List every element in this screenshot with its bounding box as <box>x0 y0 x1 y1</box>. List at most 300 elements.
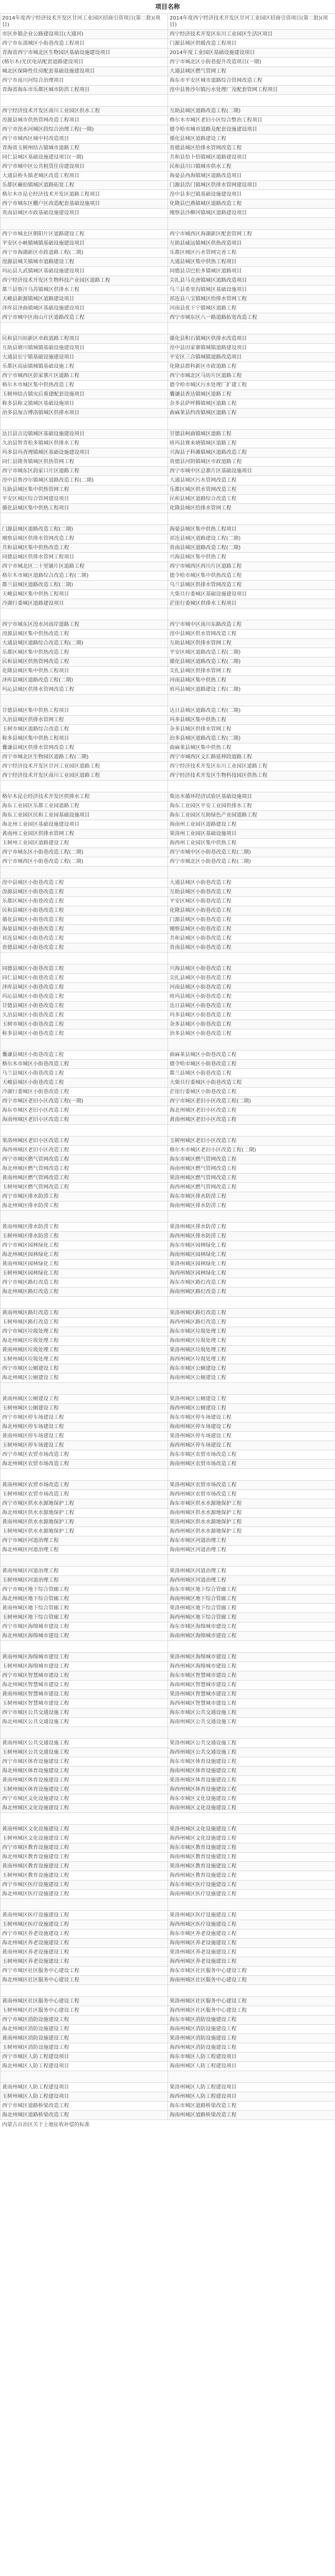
project-name-left: 玉树州城区智慧城市建设工程 <box>1 1699 168 1708</box>
project-name-right: 海南州城区体育设施建设工程 <box>168 1767 335 1776</box>
table-row <box>1 867 335 878</box>
table-row <box>1 2043 335 2053</box>
table-row <box>1 725 335 734</box>
project-name-right: 海西州城区医疗设施建设工程 <box>168 1920 335 1929</box>
project-name-left: 湟源县城区集中供热改造工程 <box>1 630 168 639</box>
project-name-left: 市区乡镇企业公路建设项目(大通河) <box>1 30 168 39</box>
project-name-left: 玉树州城区河道治理工程 <box>1 1576 168 1585</box>
table-row <box>1 983 335 992</box>
table-row <box>1 525 335 534</box>
project-name-left: 海北州城区垃圾处理工程 <box>1 1336 168 1346</box>
project-name-left: 黄南州城区人防工程建设项目 <box>1 2083 168 2092</box>
table-row <box>1 1767 335 1776</box>
table-row <box>1 1125 335 1137</box>
project-name-right <box>168 418 335 430</box>
table-row <box>1 1201 335 1211</box>
table-row <box>1 2025 335 2034</box>
table-row <box>1 878 335 888</box>
project-name-left: 西宁市城区地下综合管廊工程 <box>1 1585 168 1595</box>
project-name-left: 湟源县城关镇城市道路建设工程 <box>1 258 168 267</box>
project-name-left: 黄南州城区排水防涝工程 <box>1 1223 168 1232</box>
project-name-right: 果洛州城区路灯改造工程 <box>168 1309 335 1318</box>
table-row <box>1 2006 335 2015</box>
project-name-right: 海南州城区海绵城市建设工程 <box>168 1632 335 1641</box>
project-name-right: 果洛州城区人防工程建设项目 <box>168 2083 335 2092</box>
table-row <box>1 381 335 390</box>
project-name-left <box>1 1125 168 1137</box>
table-row <box>1 1997 335 2006</box>
table-row <box>1 1985 335 1997</box>
project-name-right: 黄南州城区老旧小区改造工程 <box>168 1115 335 1125</box>
project-name-right: 西宁市城北区小街巷改造工程(二期) <box>168 857 335 867</box>
table-row <box>1 1106 335 1115</box>
project-name-right: 贵德县河阴镇城区市政道路工程 <box>168 457 335 467</box>
project-name-right: 海东市城区路灯改造工程 <box>168 1278 335 1287</box>
project-name-right: 海西州城区公共交通设施工程 <box>168 1748 335 1757</box>
project-name-left: 黄南州城区路灯改造工程 <box>1 1309 168 1318</box>
project-name-right: 海东市城区海绵城市建设工程 <box>168 1622 335 1632</box>
project-name-left: 湟中县城区小街巷改造工程 <box>1 878 168 888</box>
project-name-left: 格尔木市城区道路综合改造工程(二期) <box>1 571 168 581</box>
project-name-left: 黄南州城区医疗设施建设工程 <box>1 1911 168 1920</box>
project-name-right: 海南州城区教育设施建设工程 <box>168 1853 335 1862</box>
project-name-left: 西宁市城区公厕建设工程 <box>1 1364 168 1374</box>
table-row <box>1 1957 335 1967</box>
table-row <box>1 1595 335 1604</box>
project-name-right: 乌兰县希里沟镇城区基础设施项目 <box>168 285 335 295</box>
project-name-left: 湟源县城市供热管网改造工程项目 <box>1 116 168 125</box>
table-row <box>1 30 335 39</box>
project-name-right: 2014年度工业园区基础设施建设项目 <box>168 48 335 58</box>
project-name-right: 西宁经济技术开发区生物科技园区供热工程 <box>168 771 335 781</box>
table-row <box>1 1146 335 1155</box>
table-row <box>1 608 335 620</box>
project-name-left: 西宁市城区海绵城市建设工程 <box>1 1622 168 1632</box>
table-row <box>1 58 335 67</box>
project-name-left: 西宁市城区停车场建设工程 <box>1 1413 168 1422</box>
project-name-left: 贵南县城区市政基础设施建设项目 <box>1 209 168 218</box>
table-row <box>1 267 335 276</box>
project-name-right: 杂多县萨呼腾镇城区道路工程 <box>168 399 335 409</box>
project-name-right: 西宁市城北区马坊片区道路工程 <box>168 371 335 381</box>
project-name-left: 西宁市城区道路桥梁改造工程 <box>1 2102 168 2111</box>
project-name-right: 互助县威远镇城区供热改造项目 <box>168 239 335 248</box>
table-row <box>1 116 335 125</box>
table-row <box>1 753 335 762</box>
project-name-right: 海南州工业园区道路建设工程 <box>168 820 335 829</box>
project-name-left: 西宁市城中区公共租赁住房建设项目 <box>1 162 168 172</box>
project-name-right: 海东市城区垃圾处理工程 <box>168 1327 335 1336</box>
project-name-left: 海北州城区地下综合管廊工程 <box>1 1595 168 1604</box>
project-name-right: 同德县尕巴松多镇城区道路项目 <box>168 267 335 276</box>
project-name-right: 海东市平安区城市道路综合管网改造工程 <box>168 76 335 86</box>
project-name-left: 治多县加吉博洛镇城区供排水项目 <box>1 409 168 418</box>
project-name-right: 班玛县城区道路建设工程(二期) <box>168 685 335 694</box>
project-name-right: 海西州城区社区服务中心建设工程 <box>168 2006 335 2015</box>
project-name-left: 玉树州城区公厕建设工程 <box>1 1404 168 1413</box>
table-row <box>1 485 335 495</box>
project-name-left: 海晏县城区小街巷改造工程 <box>1 925 168 934</box>
table-row <box>1 172 335 181</box>
table-row <box>1 476 335 485</box>
project-name-right: 海南州城区道路桥梁改造工程 <box>168 2111 335 2120</box>
project-name-right: 海东工业园区互助绿色产业园道路工程 <box>168 811 335 820</box>
project-name-right: 化隆县城区小街巷改造工程 <box>168 906 335 916</box>
project-name-right: 海西州城区智慧城市建设工程 <box>168 1699 335 1708</box>
project-name-left: 湟中县鲁沙尔镇城区道路改造工程(二期) <box>1 476 168 485</box>
table-row <box>1 418 335 430</box>
table-row <box>1 513 335 525</box>
project-name-right: 祁连县八宝镇城区给排水管网工程 <box>168 295 335 304</box>
project-name-right <box>168 1899 335 1911</box>
project-name-left: 玛沁县城区小街巷改造工程 <box>1 992 168 1002</box>
table-row <box>1 1653 335 1662</box>
table-row <box>1 344 335 353</box>
project-name-left: 西宁市城区河道治理工程 <box>1 1536 168 1546</box>
project-name-left: 玉树州城区消防设施建设工程 <box>1 2043 168 2053</box>
table-row <box>1 1192 335 1201</box>
project-name-left: 海南州城区老旧小区改造工程 <box>1 1115 168 1125</box>
project-name-left: 青海省玉树州结古镇城市道路工程 <box>1 144 168 153</box>
project-name-left: 门源县城区道路改造工程(二期) <box>1 525 168 534</box>
project-name-right: 海南州城区智慧城市建设工程 <box>168 1681 335 1690</box>
table-row <box>1 581 335 590</box>
project-name-right: 德令哈市城区小街巷改造工程 <box>168 1060 335 1069</box>
table-row <box>1 1039 335 1050</box>
project-name-left: 海北州城区河道治理工程 <box>1 1546 168 1555</box>
table-row <box>1 639 335 648</box>
project-name-left: 西宁市城北区朝阳片区道路建设工程 <box>1 230 168 239</box>
project-name-left: 同德县城区供排水管网工程项目 <box>1 553 168 562</box>
table-row <box>1 2062 335 2071</box>
project-name-left: 玉树州城区人防工程建设项目 <box>1 2092 168 2102</box>
project-name-right: 海西州城区体育设施建设工程 <box>168 1785 335 1794</box>
table-row <box>1 239 335 248</box>
project-name-left: 黄南州城区公厕建设工程 <box>1 1395 168 1404</box>
project-name-right: 果洛州城区停车场建设工程 <box>168 1432 335 1441</box>
project-name-left: 玉树州城区地下综合管廊工程 <box>1 1613 168 1622</box>
project-name-left: 格尔木市城区集中供热改造工程 <box>1 381 168 390</box>
table-row <box>1 694 335 706</box>
table-row <box>1 1097 335 1106</box>
project-name-right: 刚察县城区小街巷改造工程 <box>168 925 335 934</box>
table-row <box>1 199 335 209</box>
table-row <box>1 1422 335 1432</box>
project-name-right: 海西州城区路灯改造工程 <box>168 1318 335 1327</box>
table-row <box>1 1576 335 1585</box>
project-name-left: 大通县城区道路综合改造工程(二期) <box>1 639 168 648</box>
project-name-left <box>1 1039 168 1050</box>
project-name-right: 西宁市城北区小街巷提升改造项目(一期) <box>168 58 335 67</box>
project-name-left: 同仁县城区小街巷改造工程 <box>1 974 168 983</box>
project-name-left: (格尔木)光伏电站配套道路建设项目 <box>1 58 168 67</box>
project-name-left: 民和县城区供热管网改造工程 <box>1 657 168 667</box>
table-row <box>1 1374 335 1383</box>
table-row <box>1 1460 335 1469</box>
table-row <box>1 1395 335 1404</box>
project-name-right: 囊谦县香达镇城区道路工程 <box>168 390 335 399</box>
project-name-right: 果洛州城区海绵城市建设工程 <box>168 1653 335 1662</box>
project-name-left: 玉树州城区园林绿化工程 <box>1 1269 168 1278</box>
project-name-left: 海北州城区道路桥梁改造工程 <box>1 2111 168 2120</box>
table-row <box>1 134 335 144</box>
project-name-left: 海东工业园区乐都工业园道路工程 <box>1 802 168 811</box>
project-name-left: 称多县称文镇城区基础设施项目 <box>1 399 168 409</box>
table-row <box>1 676 335 685</box>
project-name-right: 海东工业园区平安工业园供排水工程 <box>168 802 335 811</box>
project-name-left: 玉树州城区社区服务中心建设工程 <box>1 2006 168 2015</box>
table-row <box>1 1278 335 1287</box>
project-name-left: 玛沁县大武镇城区基础设施建设项目 <box>1 267 168 276</box>
project-name-left: 西宁市城区教育设施建设工程 <box>1 1843 168 1853</box>
project-name-right: 湟中县田家寨镇城镇道路建设项目 <box>168 344 335 353</box>
project-name-left: 乐都区城区集中供热改造工程 <box>1 648 168 657</box>
project-name-right: 共和县城区小街巷改造工程 <box>168 934 335 943</box>
project-name-right: 达日县城区小街巷改造工程 <box>168 1002 335 1011</box>
table-row <box>1 1318 335 1327</box>
table-row <box>1 771 335 781</box>
project-name-right: 大柴旦行委城区基础设施建设项目 <box>168 590 335 599</box>
project-name-right: 果洛州城区供水水源地保护工程 <box>168 1518 335 1527</box>
project-name-right: 互助县城区道路改造工程(二期) <box>168 107 335 116</box>
project-name-right: 海西州城区公厕建设工程 <box>168 1404 335 1413</box>
project-name-right: 湟中县多巴镇基础设施建设项目 <box>168 190 335 199</box>
project-name-left <box>1 781 168 792</box>
project-name-right: 都兰县城区小街巷改造工程 <box>168 1069 335 1078</box>
project-name-right: 海东市城区消防设施建设工程 <box>168 2015 335 2025</box>
table-row <box>1 457 335 467</box>
project-name-left: 黄南州城区智慧城市建设工程 <box>1 1690 168 1699</box>
project-name-left: 达日县吉迈镇城区基础设施建设项目 <box>1 430 168 439</box>
project-name-right: 海西州城区河道治理工程 <box>168 1576 335 1585</box>
project-name-right: 乐都区城区污水管网完善工程 <box>168 248 335 258</box>
table-row <box>1 1432 335 1441</box>
table-row <box>1 2053 335 2062</box>
table-row <box>1 1155 335 1164</box>
project-name-left: 玉树州城区农贸市场改造工程 <box>1 1490 168 1499</box>
table-row <box>1 1413 335 1422</box>
table-row <box>1 620 335 630</box>
table-row <box>1 1327 335 1336</box>
table-row <box>1 1739 335 1748</box>
table-row <box>1 1029 335 1039</box>
table-row <box>1 953 335 964</box>
project-name-right: 海南州城区农贸市场改造工程 <box>168 1460 335 1469</box>
project-name-right: 海南州城区路灯改造工程 <box>168 1287 335 1297</box>
project-name-left: 囊谦县城区小街巷改造工程 <box>1 1050 168 1060</box>
table-row <box>1 820 335 829</box>
project-name-right: 尖扎县马克唐镇城区道路改造项目 <box>168 276 335 285</box>
table-row <box>1 630 335 639</box>
project-name-right: 海晏县城区集中供热工程项目 <box>168 525 335 534</box>
table-row <box>1 1727 335 1739</box>
project-name-right: 果洛州城区公共交通设施工程 <box>168 1739 335 1748</box>
project-name-left <box>1 1813 168 1825</box>
table-row <box>1 1364 335 1374</box>
table-row <box>1 153 335 162</box>
project-name-right: 大通县城区污水管网改造工程 <box>168 476 335 485</box>
project-name-left: 黄南州城区农贸市场改造工程 <box>1 1481 168 1490</box>
project-name-left: 冷湖行委城区小街巷改造工程 <box>1 1088 168 1097</box>
table-row <box>1 1297 335 1309</box>
project-name-left: 大通县长宁镇基础设施建设项目 <box>1 353 168 362</box>
table-row <box>1 1115 335 1125</box>
table-row <box>1 1346 335 1355</box>
project-name-right: 格尔木市城区老旧小区改造工程(二期) <box>168 1146 335 1155</box>
project-name-right: 甘德县柯曲镇城区道路工程 <box>168 430 335 439</box>
table-row <box>1 1785 335 1794</box>
table-row <box>1 599 335 608</box>
project-name-right: 民和县城区道路综合改造工程 <box>168 495 335 504</box>
project-name-right: 海东市城区停车场建设工程 <box>168 1413 335 1422</box>
project-name-left: 西宁市城北区生物园区道路工程(二期) <box>1 753 168 762</box>
project-name-left: 格尔木市昆仑经济技术开发区道路工程项目 <box>1 190 168 199</box>
project-name-left: 西宁市城区体育设施建设工程 <box>1 1757 168 1767</box>
project-name-right <box>168 1297 335 1309</box>
table-row <box>1 1567 335 1576</box>
project-name-left: 西宁市城区文化设施建设工程 <box>1 1794 168 1804</box>
table-row <box>1 1211 335 1223</box>
project-name-left: 海北州城区燃气管网改造工程 <box>1 1164 168 1174</box>
table-row <box>1 1078 335 1088</box>
project-name-right: 茫崖行委城区小街巷改造工程 <box>168 1088 335 1097</box>
table-row <box>1 1309 335 1318</box>
table-row <box>1 86 335 95</box>
table-row <box>1 667 335 676</box>
project-name-right: 玛多县城区小街巷改造工程 <box>168 1011 335 1020</box>
table-row <box>1 1260 335 1269</box>
project-name-left: 青海省西宁市城北区生物园区基础设施建设项目 <box>1 48 168 58</box>
table-row <box>1 1871 335 1880</box>
project-name-left <box>1 608 168 620</box>
project-name-left: 甘德县城区集中供热工程项目 <box>1 706 168 716</box>
project-name-left: 西宁市城东区韵家口片区道路工程 <box>1 467 168 476</box>
table-row <box>1 209 335 218</box>
table-row <box>1 734 335 743</box>
project-name-right: 杂多县城区小街巷改造工程 <box>168 1020 335 1029</box>
project-list-body <box>1 14 335 2120</box>
project-name-right <box>168 781 335 792</box>
project-name-right: 大通县城区小街巷改造工程 <box>168 878 335 888</box>
project-name-right: 果洛州城区农贸市场改造工程 <box>168 1481 335 1490</box>
project-name-right: 化隆县群科新区市政道路工程 <box>168 362 335 371</box>
table-row <box>1 1060 335 1069</box>
project-name-right: 果洛州城区地下综合管廊工程 <box>168 1604 335 1613</box>
table-row <box>1 1536 335 1546</box>
project-name-right <box>168 1211 335 1223</box>
project-name-left: 海北州城区园林绿化工程 <box>1 1250 168 1260</box>
table-row <box>1 1223 335 1232</box>
table-row <box>1 1183 335 1192</box>
project-name-right: 西宁市城区老旧小区改造工程(二期) <box>168 1097 335 1106</box>
table-row <box>1 1622 335 1632</box>
project-name-left: 同仁县城区基础设施建设项目(一期) <box>1 153 168 162</box>
table-row <box>1 1336 335 1346</box>
project-name-left: 黄南州工业园区供排水管网工程 <box>1 829 168 839</box>
project-name-left: 乐都区碾伯镇城区道路拓宽工程 <box>1 181 168 190</box>
project-name-left: 海东工业园区民和工业园基础设施项目 <box>1 811 168 820</box>
project-name-left: 青海省海东市乐都区城市防洪工程项目 <box>1 86 168 95</box>
project-name-right: 海南州城区养老设施建设工程 <box>168 1939 335 1948</box>
table-row <box>1 743 335 753</box>
project-name-right: 海南州城区消防设施建设工程 <box>168 2025 335 2034</box>
project-name-left: 西宁市城区智慧城市建设工程 <box>1 1671 168 1681</box>
project-name-right: 贵德县城区给排水管网改造工程 <box>168 144 335 153</box>
project-name-left: 化隆县城区集中供热工程项目 <box>1 667 168 676</box>
project-name-left: 西宁市南川河综合治理项目 <box>1 76 168 86</box>
table-row <box>1 1662 335 1671</box>
table-row <box>1 1890 335 1899</box>
project-name-left: 海北州城区公厕建设工程 <box>1 1374 168 1383</box>
project-name-left: 海北州城区农贸市场改造工程 <box>1 1460 168 1469</box>
project-name-right: 海西州城区养老设施建设工程 <box>168 1957 335 1967</box>
project-name-left: 西宁市海湖新区市政道路工程(二期) <box>1 248 168 258</box>
project-name-right: 大通县城区燃气管网工程 <box>168 67 335 76</box>
table-row <box>1 974 335 983</box>
table-row <box>1 258 335 267</box>
project-name-right: 河南县城区小街巷改造工程 <box>168 983 335 992</box>
project-name-left <box>1 2071 168 2083</box>
table-row <box>1 544 335 553</box>
project-name-left: 果洛州城区老旧小区改造工程 <box>1 1137 168 1146</box>
project-name-left: 西宁经济技术开发区南川工业园区供水工程 <box>1 107 168 116</box>
table-row <box>1 1613 335 1622</box>
project-name-left: 海北州城区体育设施建设工程 <box>1 1767 168 1776</box>
project-name-right: 海东市城区医疗设施建设工程 <box>168 1880 335 1890</box>
project-name-left: 西宁市城区排水防涝工程 <box>1 1192 168 1201</box>
table-row <box>1 39 335 48</box>
table-row <box>1 1527 335 1536</box>
project-name-right: 海东市城区园林绿化工程 <box>168 1241 335 1250</box>
project-name-right <box>168 1039 335 1050</box>
table-row <box>1 897 335 906</box>
project-name-left: 黄南州城区社区服务中心建设工程 <box>1 1997 168 2006</box>
project-name-left: 玉树州城区燃气管网改造工程 <box>1 1183 168 1192</box>
project-name-right: 海东市城区农贸市场改造工程 <box>168 1450 335 1460</box>
project-name-right: 海南州城区垃圾处理工程 <box>168 1336 335 1346</box>
project-name-left: 黄南州城区公共交通设施工程 <box>1 1739 168 1748</box>
project-name-right <box>168 1125 335 1137</box>
table-row <box>1 906 335 916</box>
project-name-right: 海南州城区文化设施建设工程 <box>168 1804 335 1813</box>
project-name-right: 果洛州城区河道治理工程 <box>168 1567 335 1576</box>
project-name-right: 贵南县城区小街巷改造工程 <box>168 943 335 953</box>
project-name-right: 海西州城区燃气管网改造工程 <box>168 1183 335 1192</box>
project-name-right <box>168 323 335 334</box>
project-name-right: 海东市城区河道治理工程 <box>168 1536 335 1546</box>
project-name-left: 久治县智青松多镇城区供排水工程 <box>1 439 168 448</box>
table-row <box>1 2034 335 2043</box>
project-name-right: 祁连县城区道路建设工程(二期) <box>168 534 335 544</box>
project-name-left: 海北州工业园区基础设施建设项目 <box>1 820 168 829</box>
table-row <box>1 76 335 86</box>
project-name-left: 都兰县察汗乌苏镇城区供排水工程 <box>1 285 168 295</box>
project-name-right: 海南州城区医疗设施建设工程 <box>168 1890 335 1899</box>
table-row <box>1 1481 335 1490</box>
project-name-right: 海南州城区社区服务中心建设工程 <box>168 1976 335 1985</box>
project-name-left: 天峻县新源镇城区道路建设项目 <box>1 295 168 304</box>
project-name-right: 共和县恰卜恰镇城区道路建设项目 <box>168 153 335 162</box>
project-name-right: 门源县城区供暖改造工程项目 <box>168 39 335 48</box>
project-name-right: 西宁经济技术开发区东川工业园区生活区项目 <box>168 30 335 39</box>
project-name-left: 民和县城区小街巷改造工程 <box>1 906 168 916</box>
project-name-right: 海南州城区人防工程建设项目 <box>168 2062 335 2071</box>
table-row <box>1 839 335 848</box>
project-name-left <box>1 1641 168 1653</box>
project-name-right: 湟中县城区供水管网改造工程 <box>168 630 335 639</box>
table-row <box>1 1853 335 1862</box>
project-name-right: 海东市城区人防工程建设项目 <box>168 2053 335 2062</box>
